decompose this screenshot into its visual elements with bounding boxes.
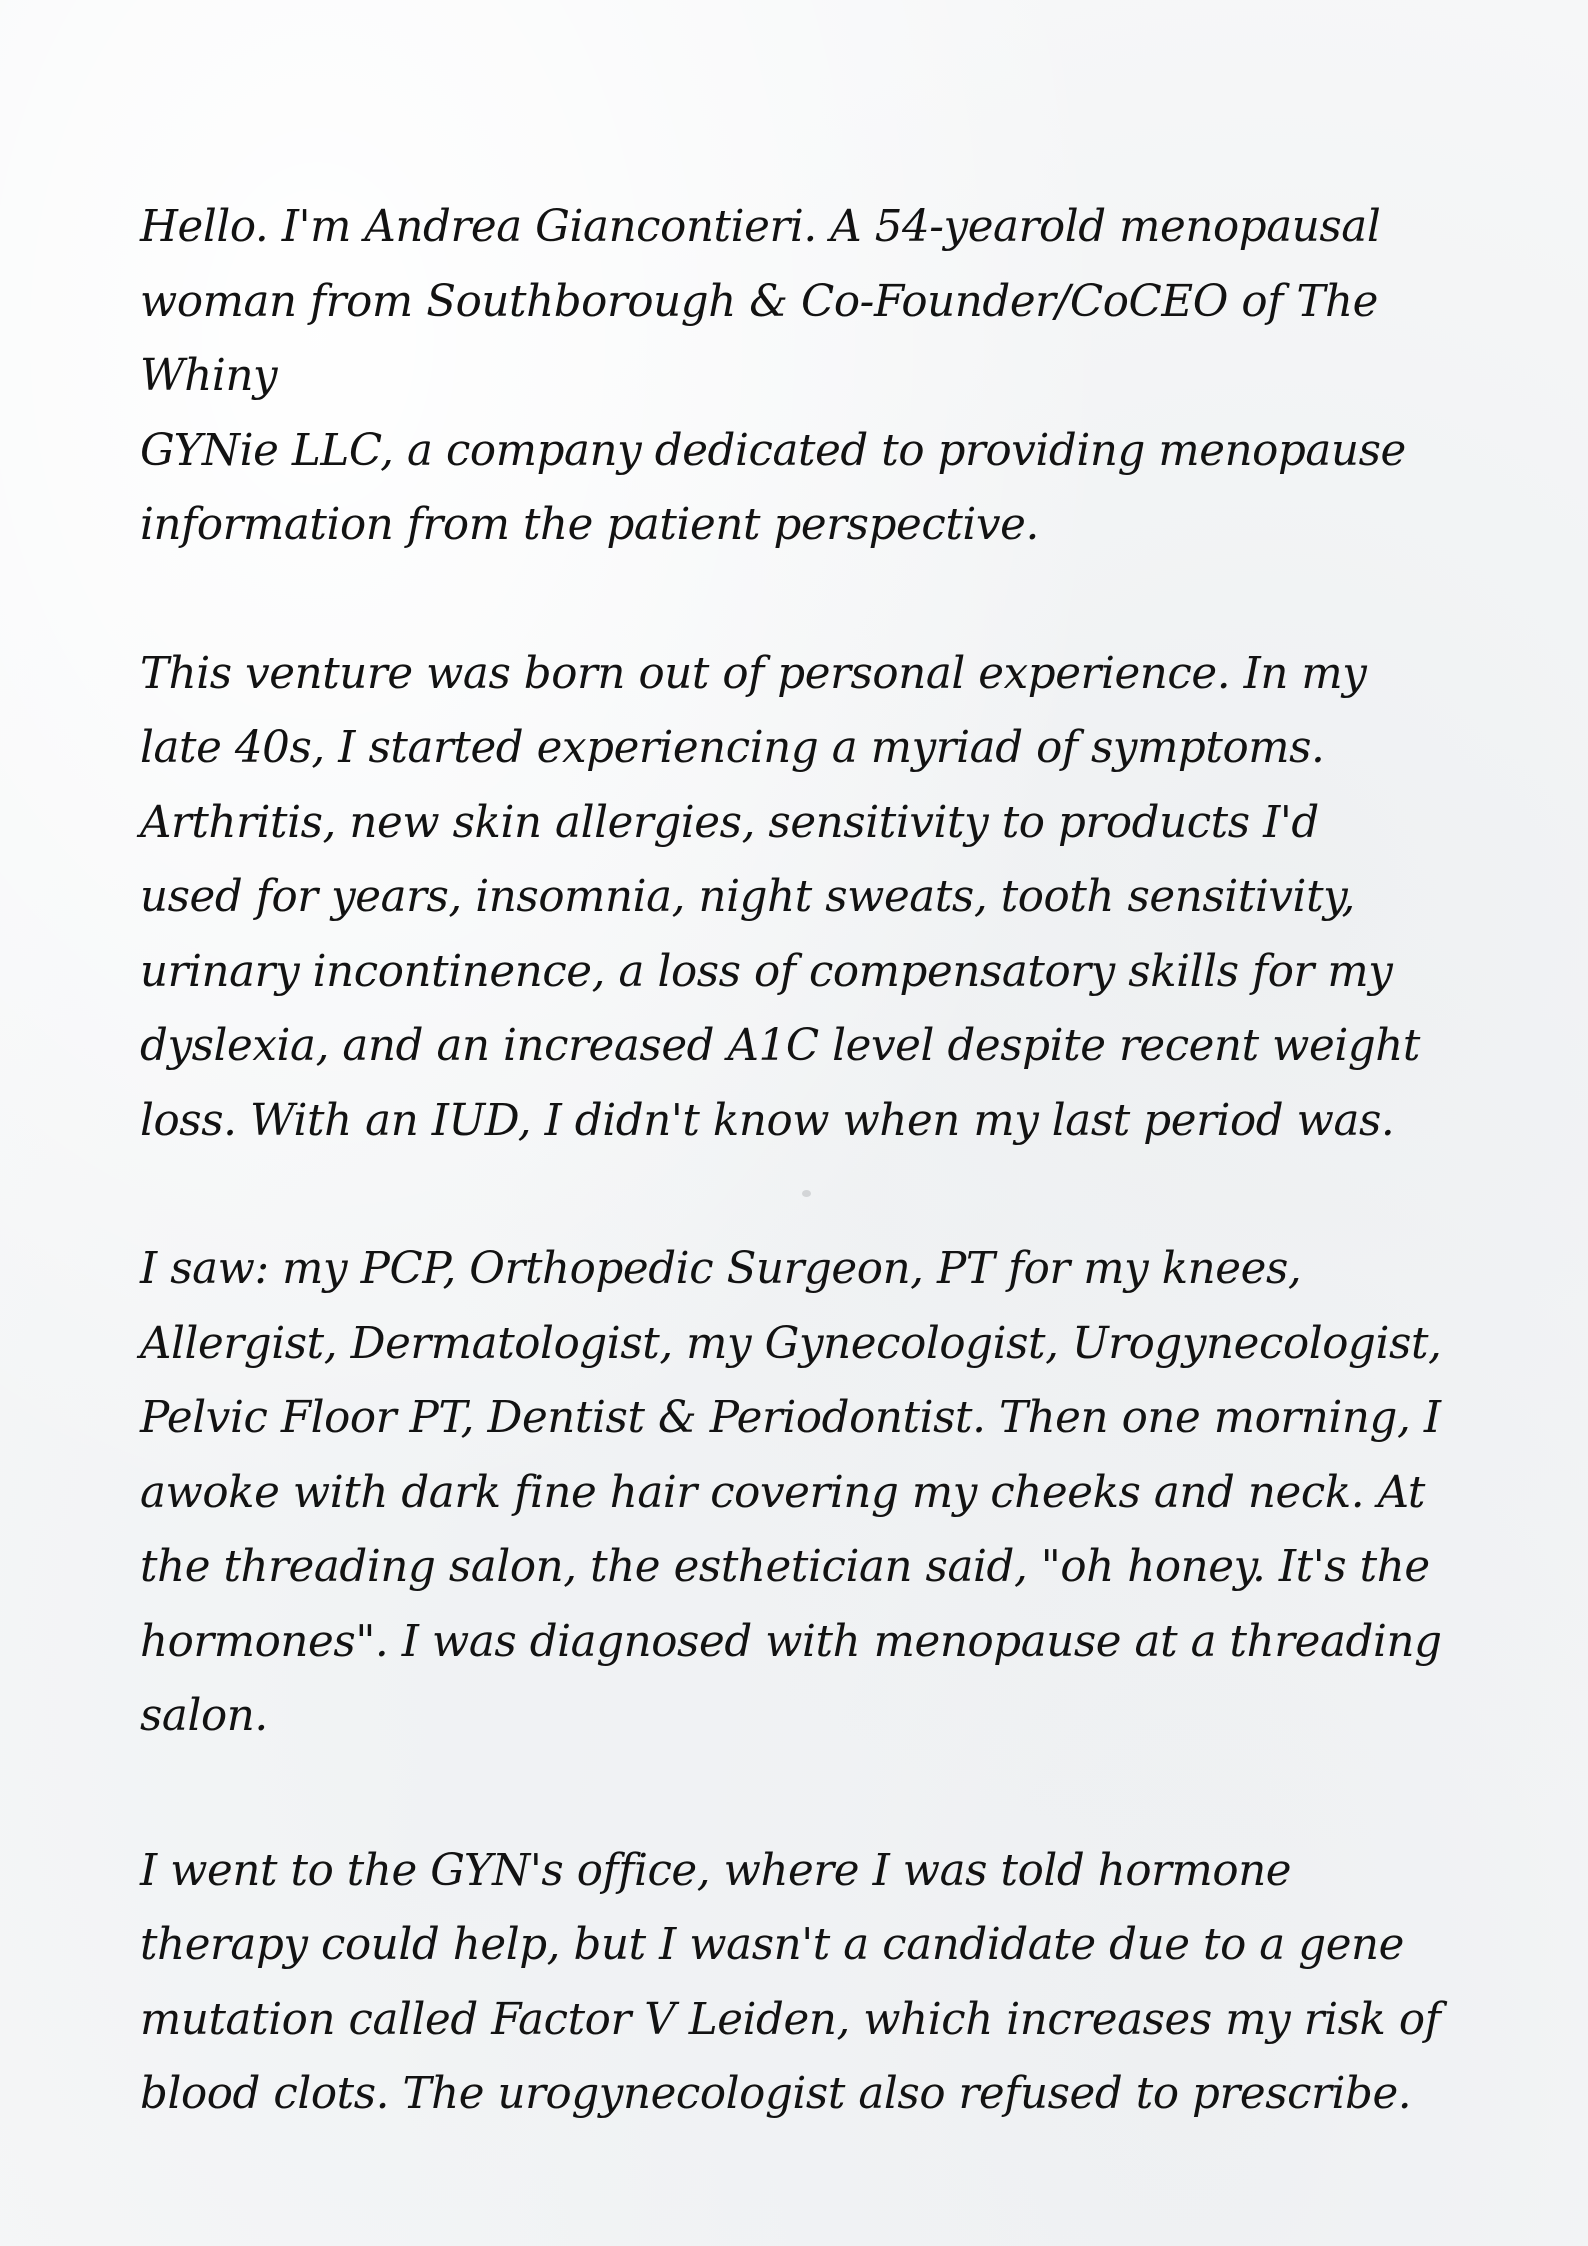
symptoms-paragraph: This venture was born out of personal experience. In my late 40s, I started experiencing a myriad of symptoms. Arthritis, new skin allergies, sensitivity to products I'd used for years, insomnia, night sweats, tooth sensitivity, urinary incontinence, a loss of compensatory skills for my dyslexia, and an increased A1C level despite recent weight loss. With an IUD, I didn't know when my last period was. xyxy=(140,648,1420,1146)
doctors-paragraph: I saw: my PCP, Orthopedic Surgeon, PT for my knees, Allergist, Dermatologist, my Gynecologist, Urogynecologist, Pelvic Floor PT, Dentist & Periodontist. Then one morning, I awoke with dark fine hair covering my cheeks and neck. At the threading salon, the esthetician said, "oh honey. It's the hormones". I was diagnosed with menopause at a threading salon. xyxy=(140,1244,1442,1741)
intro-paragraph: Hello. I'm Andrea Giancontieri. A 54-yearold menopausal woman from Southborough & Co-Founder/CoCEO of The Whiny GYNie LLC, a company dedicated to providing menopause information from the patient perspective. xyxy=(140,202,1406,550)
hormone-therapy-paragraph: I went to the GYN's office, where I was told hormone therapy could help, but I wasn't a candidate due to a gene mutation called Factor V Leiden, which increases my risk of blood clots. The urogynecologist also refused to prescribe. xyxy=(140,1845,1441,2119)
paper-speck xyxy=(802,1190,811,1197)
